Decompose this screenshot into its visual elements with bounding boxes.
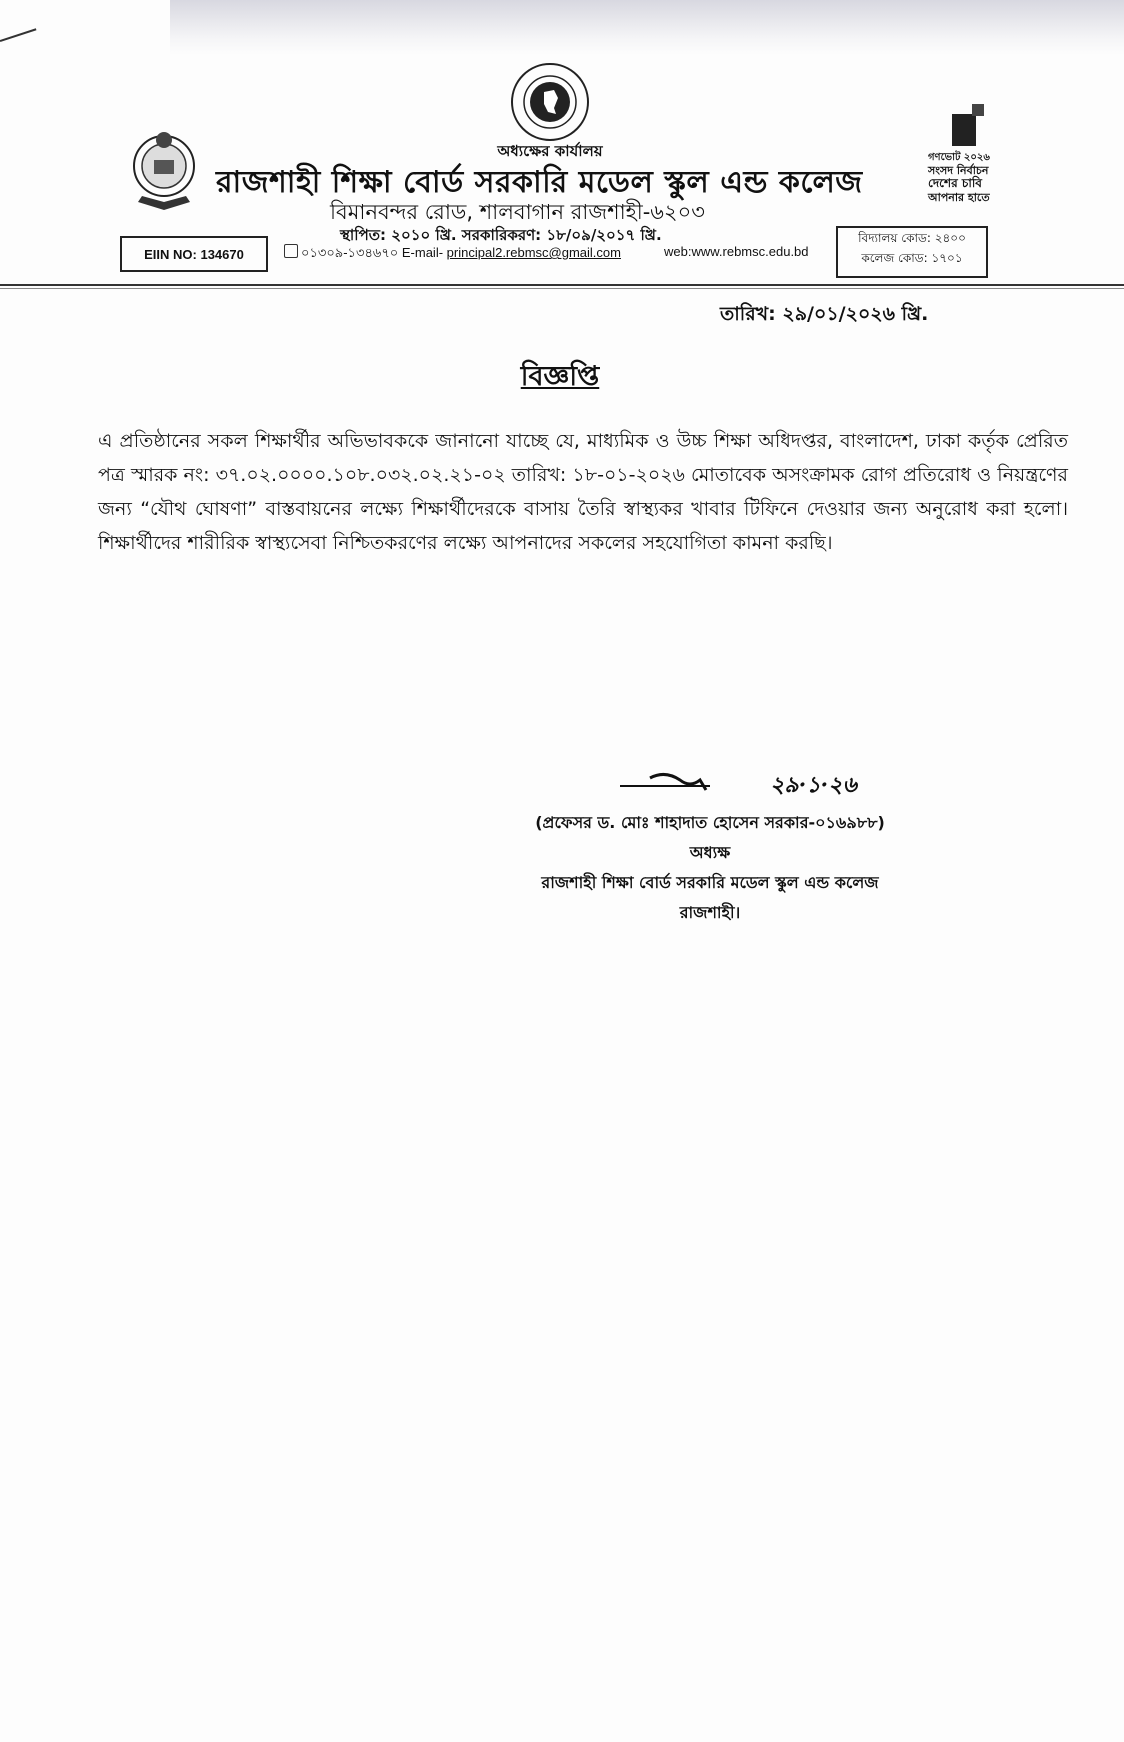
election-badge [928,90,1028,220]
email-link[interactable]: principal2.rebmsc@gmail.com [446,245,621,260]
government-seal-icon [510,62,590,142]
signer-designation: অধ্যক্ষ [689,843,731,862]
school-address: বিমানবন্দর রোড, শালবাগান রাজশাহী-৬২০৩ [330,200,705,224]
election-badge-mark [972,104,984,116]
letterhead [0,0,1124,300]
established-info: স্থাপিত: ২০১০ খ্রি. সরকারিকরণ: ১৮/০৯/২০১৭ খ্রি. [340,226,662,244]
header-divider [0,284,1124,286]
college-code: কলেজ কোড: ১৭০১ [861,251,963,265]
election-badge-icon [952,114,976,146]
school-code: বিদ্যালয় কোড: ২৪০০ [858,231,966,245]
website-link[interactable]: web:www.rebmsc.edu.bd [664,244,809,259]
signer-block [480,808,940,928]
signer-institution: রাজশাহী শিক্ষা বোর্ড সরকারি মডেল স্কুল এন্ড কলেজ [541,873,879,892]
contact-line [284,244,824,265]
signer-city: রাজশাহী। [679,903,741,922]
school-name: রাজশাহী শিক্ষা বোর্ড সরকারি মডেল স্কুল এন্ড কলেজ [216,165,863,200]
office-label: অধ্যক্ষের কার্যালয় [497,142,603,160]
school-logo-icon [128,126,200,216]
election-badge-line1: গণভোট ২০২৬ [928,152,990,163]
election-badge-line2: সংসদ নির্বাচন [928,164,989,177]
election-badge-line4: আপনার হাতে [928,191,990,204]
notice-date: তারিখ: ২৯/০১/২০২৬ খ্রি. [720,303,929,325]
handwritten-date: ২৯·১·২৬ [770,772,857,798]
notice-title: বিজ্ঞপ্তি [520,361,600,392]
header-divider-secondary [0,288,1124,289]
eiin-box: EIIN NO: 134670 [120,236,268,272]
phone-icon [284,244,298,258]
phone-number: ০১৩০৯-১৩৪৬৭০ [301,245,399,260]
notice-body: এ প্রতিষ্ঠানের সকল শিক্ষার্থীর অভিভাবককে জানানো যাচ্ছে যে, মাধ্যমিক ও উচ্চ শিক্ষা অধিদপ্তর, বাংলাদেশ, ঢাকা কর্তৃক প্রেরিত পত্র স্মারক নং: ৩৭.০২.০০০০.১০৮.০৩২.০২.২১-০২ তারিখ: ১৮-০১-২০২৬ মোতাবেক অসংক্রামক রোগ প্রতিরোধ ও নিয়ন্ত্রণের জন্য “যৌথ ঘোষণা” বাস্তবায়নের লক্ষ্যে শিক্ষার্থীদেরকে বাসায় তৈরি স্বাস্থ্যকর খাবার টিফিনে দেওয়ার জন্য অনুরোধ করা হলো। শিক্ষার্থীদের শারীরিক স্বাস্থ্যসেবা নিশ্চিতকরণের লক্ষ্যে আপনাদের সকলের সহযোগিতা কামনা করছি। [98,430,1068,554]
signer-name: (প্রফেসর ড. মোঃ শাহাদাত হোসেন সরকার-০১৬৯৮৮) [535,813,885,832]
email-label: E-mail- [401,245,444,260]
election-badge-line3: দেশের চাবি [928,176,982,190]
code-box [836,226,988,278]
